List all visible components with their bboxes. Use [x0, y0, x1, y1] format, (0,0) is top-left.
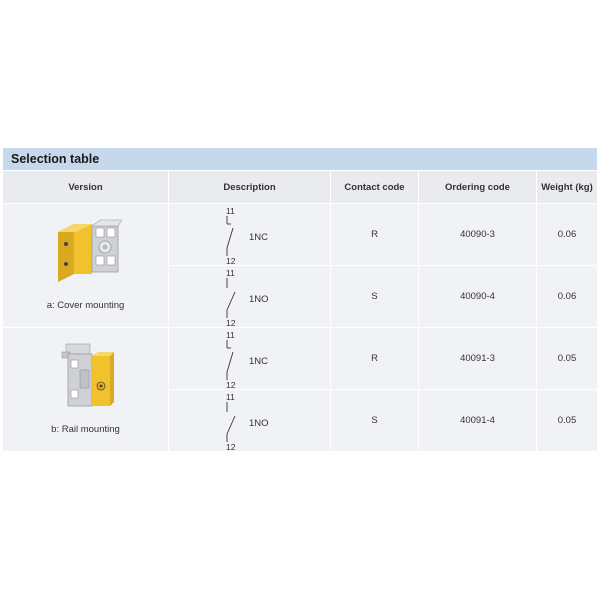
column-header-description: Description [169, 171, 331, 203]
weight-cell: 0.06 [537, 203, 597, 265]
weight-cell: 0.05 [537, 389, 597, 451]
terminal-top: 11 [226, 330, 235, 340]
column-header-ordering-code: Ordering code [419, 171, 537, 203]
terminal-bottom: 12 [226, 380, 236, 389]
terminal-bottom: 12 [226, 442, 236, 451]
ordering-code-cell: 40090-3 [419, 203, 537, 265]
weight-cell: 0.05 [537, 327, 597, 389]
ordering-code-cell: 40091-4 [419, 389, 537, 451]
description-cell [169, 389, 331, 451]
column-header-version: Version [3, 171, 169, 203]
rail-mounting-switch-image [56, 340, 116, 412]
description-cell [169, 327, 331, 389]
contact-type: 1NO [249, 418, 269, 429]
weight-cell: 0.06 [537, 265, 597, 327]
terminal-top: 11 [226, 206, 235, 216]
contact-type: 1NO [249, 294, 269, 305]
terminal-bottom: 12 [226, 256, 236, 265]
column-header-contact-code: Contact code [331, 171, 419, 203]
table-header-row [3, 171, 597, 203]
version-cell-rail-mounting [3, 327, 169, 451]
selection-table [3, 171, 597, 451]
ordering-code-cell: 40091-3 [419, 327, 537, 389]
contact-code-cell: R [331, 327, 419, 389]
description-cell [169, 203, 331, 265]
version-label: b: Rail mounting [51, 424, 120, 435]
contact-type: 1NC [249, 232, 269, 243]
cover-mounting-switch-image [50, 216, 122, 286]
terminal-bottom: 12 [226, 318, 236, 327]
version-cell-cover-mounting [3, 203, 169, 327]
table-row [3, 203, 597, 265]
ordering-code-cell: 40090-4 [419, 265, 537, 327]
description-cell [169, 265, 331, 327]
version-label: a: Cover mounting [46, 300, 125, 311]
contact-code-cell: S [331, 265, 419, 327]
contact-code-cell: S [331, 389, 419, 451]
contact-type: 1NC [249, 356, 269, 367]
section-title: Selection table [3, 148, 597, 170]
terminal-top: 11 [226, 268, 235, 278]
table-row [3, 327, 597, 389]
contact-code-cell: R [331, 203, 419, 265]
column-header-weight: Weight (kg) [537, 171, 597, 203]
terminal-top: 11 [226, 392, 235, 402]
